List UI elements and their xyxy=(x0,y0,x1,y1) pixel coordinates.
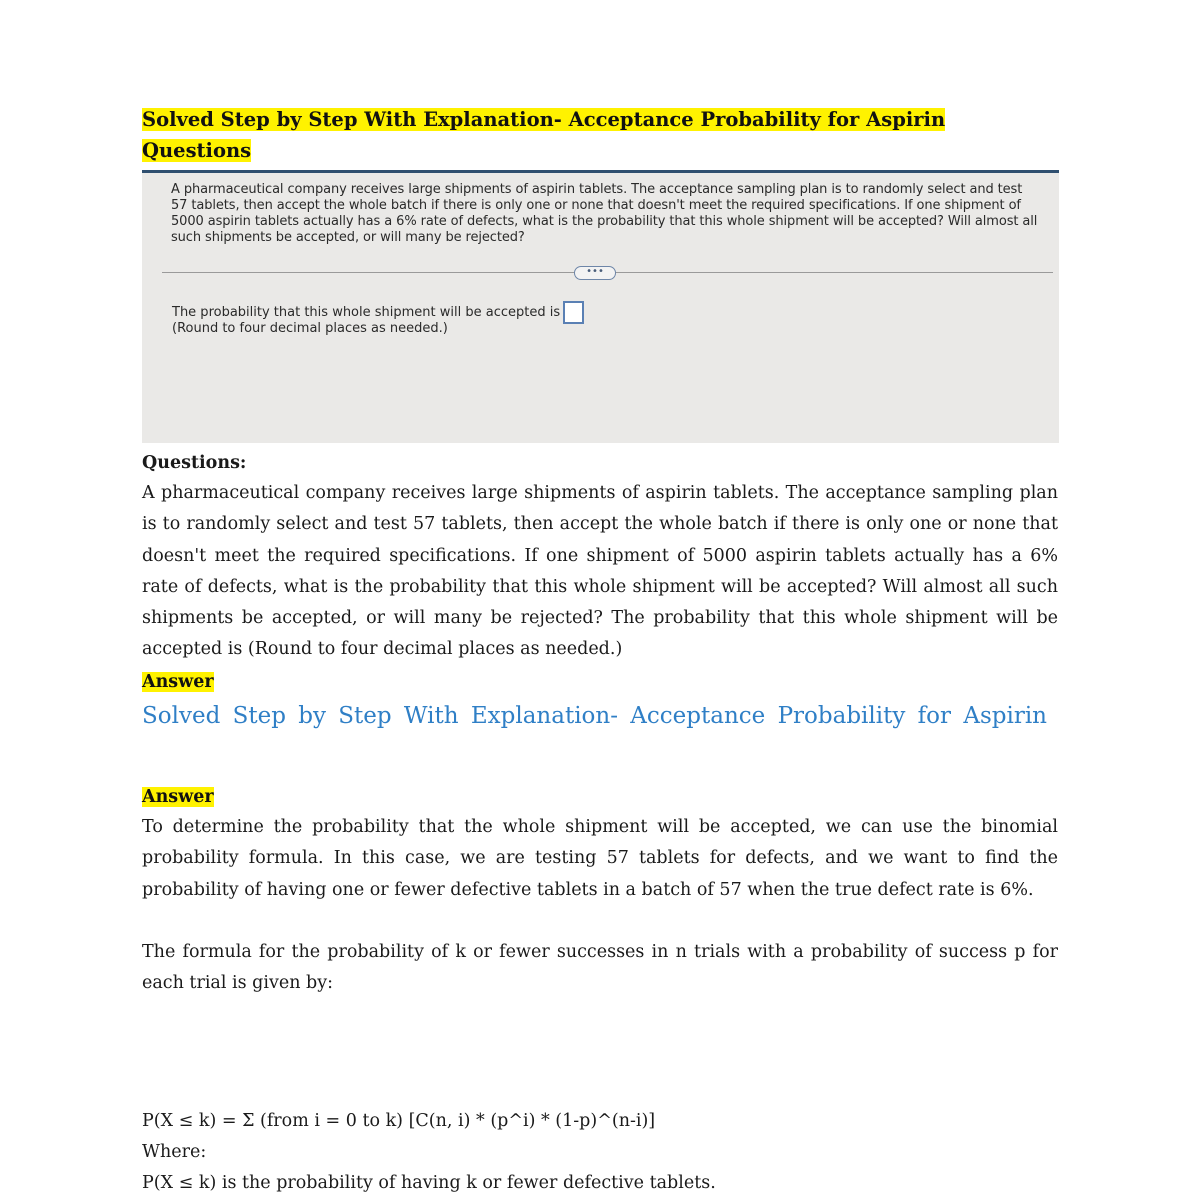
answer-paragraph: To determine the probability that the whole shipment will be accepted, we can use the binomial probability formula. In this case, we are testing 57 tablets for defects, and we want to find the probability of having one or fewer defective tablets in a batch of 57 when the true defect rate is 6%. xyxy=(142,817,1058,900)
more-button[interactable]: ••• xyxy=(574,266,616,280)
document-title-highlight: Solved Step by Step With Explanation- Acceptance Probability for Aspirin xyxy=(142,108,946,131)
question-screenshot xyxy=(142,170,1059,443)
answer-section-title: Solved Step by Step With Explanation- Acceptance Probability for Aspirin xyxy=(142,703,1047,729)
answer-label xyxy=(142,669,214,695)
question-paragraph: A pharmaceutical company receives large shipments of aspirin tablets. The acceptance sampling plan is to randomly select and test 57 tablets, then accept the whole batch if there is only one or none that doesn't meet the required specifications. If one shipment of 5000 aspirin tablets actually has a 6% rate of defects, what is the probability that this whole shipment will be accepted? Will almost all such shipments be accepted, or will many be rejected? The probability that this whole shipment will be accepted is (Round to four decimal places as needed.) xyxy=(142,483,1058,660)
answer-label-second xyxy=(142,784,214,810)
binomial-formula: P(X ≤ k) = Σ (from i = 0 to k) [C(n, i) * (p^i) * (1-p)^(n-i)] xyxy=(142,1111,656,1131)
round-note: (Round to four decimal places as needed.) xyxy=(172,321,448,336)
answer-input-box[interactable] xyxy=(563,301,584,324)
questions-heading-highlight: Questions xyxy=(142,139,252,162)
formula-intro: The formula for the probability of k or fewer successes in n trials with a probability of success p for each trial is given by: xyxy=(142,942,1058,994)
questions-heading xyxy=(142,137,251,165)
answer-label-highlight: Answer xyxy=(142,672,214,692)
where-label: Where: xyxy=(142,1142,207,1162)
probability-prompt-text: The probability that this whole shipment will be accepted is xyxy=(172,305,561,320)
document-title xyxy=(142,106,945,134)
answer-label-second-highlight: Answer xyxy=(142,787,214,807)
screenshot-question-text: A pharmaceutical company receives large shipments of aspirin tablets. The acceptance sampling plan is to randomly select and test 57 tablets, then accept the whole batch if there is only one or none that doesn't meet the required specifications. If one shipment of 5000 aspirin tablets actually has a 6% rate of defects, what is the probability that this whole shipment will be accepted? Will almost all such shipments be accepted, or will many be rejected? xyxy=(171,182,1038,245)
where-definition: P(X ≤ k) is the probability of having k or fewer defective tablets. xyxy=(142,1173,716,1193)
questions-label: Questions: xyxy=(142,453,247,473)
